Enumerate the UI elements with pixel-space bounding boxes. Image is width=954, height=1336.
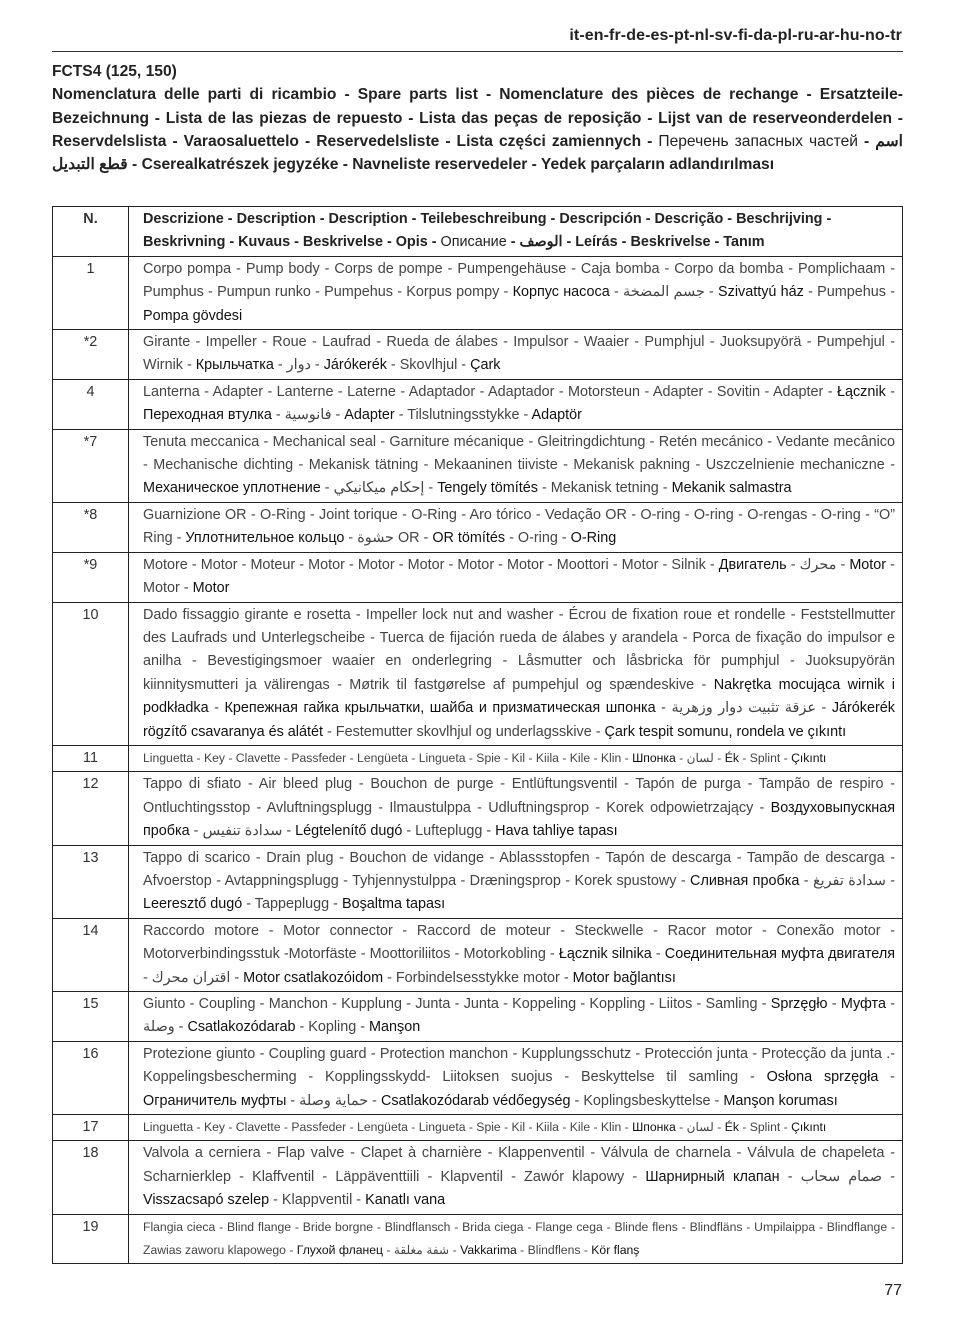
description-segment: Kör flanş — [591, 1243, 640, 1258]
languages-header: it-en-fr-de-es-pt-nl-sv-fi-da-pl-ru-ar-hu-no-tr — [569, 27, 902, 44]
part-description — [129, 772, 903, 845]
description-segment: Lanterna - Adapter - Lanterne - Laterne - Adaptador - Adaptador - Motorsteun - Adapter - Sovitin - Adapter - — [143, 383, 837, 400]
description-segment: - O-ring - — [505, 530, 571, 547]
description-segment: Переходная втулка — [143, 407, 272, 424]
description-segment: Çark tespit somunu, rondela ve çıkıntı — [604, 723, 847, 740]
description-segment: Ék — [724, 750, 739, 765]
description-segment: - محرك - — [786, 556, 850, 573]
description-segment: Çıkıntı — [791, 750, 827, 765]
part-description — [129, 745, 903, 771]
description-segment: Ограничитель муфты — [143, 1092, 287, 1109]
description-segment: - Tappeplugg - — [242, 896, 342, 913]
description-segment: Sprzęgło — [770, 996, 828, 1012]
description-segment: Глухой фланец — [296, 1243, 383, 1258]
table-row — [53, 1141, 903, 1214]
page-number: 77 — [884, 1282, 902, 1299]
description-segment: Girante - Impeller - Roue - Laufrad - Rueda de álabes - Impulsor - Waaier - Pumphjul - Juoksupyörä - Pumpehjul - Wirnik - — [143, 334, 895, 374]
description-segment: - Motor - — [143, 556, 895, 597]
description-segment: - — [827, 996, 841, 1012]
part-number: 16 — [53, 1041, 129, 1114]
description-segment: - لسان - — [675, 750, 725, 765]
description-segment: - حماية وصلة - — [286, 1092, 381, 1109]
part-number: 1 — [53, 256, 129, 329]
description-segment: - Kopling - — [295, 1019, 370, 1036]
model-title: FCTS4 (125, 150) — [52, 63, 177, 80]
description-segment: - سدادة تنفيس - — [189, 823, 296, 840]
part-number: *8 — [53, 502, 129, 552]
part-description — [129, 256, 903, 329]
description-segment: Kanatlı vana — [365, 1192, 446, 1209]
description-segment: Adaptör — [531, 407, 582, 424]
description-segment: Tappo di scarico - Drain plug - Bouchon de vidange - Ablassstopfen - Tapón de descarga - Tampão de descarga - Afvoerstop - Avtappningsplugg - Tyhjennystulppa - Dræningsprop - Korek spustowy - — [143, 849, 895, 889]
description-segment: Csatlakozódarab védőegység — [380, 1092, 571, 1109]
table-row — [53, 772, 903, 845]
table-row — [53, 256, 903, 329]
description-segment: - Blindflens - — [516, 1243, 592, 1258]
table-row — [53, 552, 903, 602]
description-segment: - وصلة - — [143, 996, 895, 1036]
part-description — [129, 1041, 903, 1114]
description-segment: Mekanik salmastra — [671, 480, 792, 497]
description-segment: Raccordo motore - Motor connector - Raccord de moteur - Steckwelle - Racor motor - Conexão motor - Motorverbindingsstuk -Motorfäste - Moottoriliitos - Motorkobling - — [143, 922, 895, 963]
description-segment: - Klappventil - — [269, 1192, 366, 1209]
part-description — [129, 429, 903, 502]
part-number: 18 — [53, 1141, 129, 1214]
table-row — [53, 602, 903, 745]
description-segment: Çıkıntı — [791, 1120, 827, 1135]
description-segment: Шпонка — [632, 750, 676, 765]
description-segment: - — [878, 1069, 895, 1086]
description-segment: - حشوة OR - — [344, 530, 433, 547]
table-row — [53, 379, 903, 429]
description-segment: Hava tahliye tapası — [495, 823, 618, 840]
description-segment: Двигатель — [718, 556, 787, 573]
description-segment: - Tilslutningsstykke - — [394, 407, 532, 424]
description-segment: Шпонка — [632, 1120, 676, 1135]
description-segment: Leeresztő dugó — [143, 896, 243, 913]
description-segment: Крыльчатка — [195, 357, 274, 374]
description-segment: Linguetta - Key - Clavette - Passfeder - Lengüeta - Lingueta - Spie - Kil - Kiila - Kile - Klin - — [143, 750, 633, 765]
description-segment: - Skovlhjul - — [386, 357, 471, 374]
table-row — [53, 992, 903, 1042]
table-row — [53, 1041, 903, 1114]
description-segment: Visszacsapó szelep — [143, 1192, 270, 1209]
part-description — [129, 845, 903, 918]
document-heading — [52, 60, 903, 176]
part-number: 4 — [53, 379, 129, 429]
description-segment: - Mekanisk tetning - — [538, 480, 672, 497]
part-description — [129, 502, 903, 552]
heading-text-1: Nomenclatura delle parti di ricambio - Spare parts list - Nomenclature des pièces de rechange - Ersatzteile-Bezeichnung - Lista de las piezas de repuesto - Lista das peças de reposição - Lijst van de reserveonderdelen - Reservdelslista - Varaosaluettelo - Reservedelsliste - Lista części zamiennych - — [52, 86, 903, 150]
table-row — [53, 429, 903, 502]
description-segment: Pompa gövdesi — [143, 307, 243, 324]
table-row — [53, 502, 903, 552]
description-segment: - — [651, 946, 665, 963]
spare-parts-table — [52, 206, 903, 1264]
table-header-row — [53, 207, 903, 257]
description-segment: Соединительная муфта двигателя — [664, 946, 896, 963]
heading-text-ru: Перечень запасных частей — [658, 132, 858, 150]
description-segment: Légtelenítő dugó — [295, 823, 403, 840]
description-segment: - — [208, 700, 225, 717]
description-segment: - Festemutter skovlhjul og underlagsskive - — [322, 723, 605, 740]
table-row — [53, 918, 903, 991]
part-number: 10 — [53, 602, 129, 745]
description-segment: Osłona sprzęgła — [766, 1069, 879, 1086]
description-segment: Łącznik — [836, 383, 886, 400]
description-segment: OR tömítés — [432, 530, 506, 547]
description-segment: Járókerék rögzítő csavaranya és alátét — [143, 700, 895, 740]
description-segment: - سدادة تفريغ - — [799, 872, 895, 889]
part-number: 14 — [53, 918, 129, 991]
description-segment: - Splint - — [738, 750, 792, 765]
table-row — [53, 1214, 903, 1264]
description-segment: Csatlakozódarab — [187, 1019, 296, 1036]
part-number: *9 — [53, 552, 129, 602]
description-segment: Manşon — [369, 1019, 421, 1036]
description-segment: Шарнирный клапан — [645, 1168, 780, 1185]
description-segment: Motor csatlakozóidom — [243, 969, 384, 986]
description-segment: - Pumpehus - — [803, 284, 895, 301]
table-body — [53, 256, 903, 1264]
description-segment: Motor — [192, 580, 230, 597]
description-segment: - شفة مغلقة - — [382, 1243, 461, 1258]
description-segment: Járókerék — [323, 357, 387, 374]
description-segment: Protezione giunto - Coupling guard - Protection manchon - Kupplungsschutz - Protección junta - Protecção da junta .-Koppelingsbescherming - Kopplingsskydd- Liitoksen suojus - Beskyttelse til samling - — [143, 1045, 895, 1086]
table-row — [53, 1115, 903, 1141]
description-segment: - — [885, 383, 895, 400]
part-description — [129, 379, 903, 429]
description-segment: Tenuta meccanica - Mechanical seal - Garniture mécanique - Gleitringdichtung - Retén mecánico - Vedante mecânico - Mechanische dichting - Mekanisk tätning - Mekaaninen tiiviste - Mekanisk pakning - Uszczelnienie mechaniczne - — [143, 433, 895, 474]
part-description — [129, 602, 903, 745]
description-segment: - Forbindelsesstykke motor - — [383, 969, 573, 986]
column-header-description — [129, 207, 903, 257]
description-segment: Valvola a cerniera - Flap valve - Clapet à charnière - Klappenventil - Válvula de charnela - Válvula de chapeleta - Scharnierklep - Klaffventil - Läppäventtiili - Klapventil - Zawór klapowy - — [143, 1145, 895, 1185]
description-segment: - إحكام ميكانيكي - — [320, 480, 438, 497]
description-segment: Dado fissaggio girante e rosetta - Impeller lock nut and washer - Écrou de fixation roue et rondelle - Feststellmutter des Laufrads und Unterlegscheibe - Tuerca de fijación rueda de álabes y arandela - Porca de fixação do impulsor e anilha - Bevestigingsmoer waaier en onderlegring - Låsmutter och låsbricka för pumphjul - Juoksupyörän kiinnitysmutteri ja välirengas - Møtrik til fastgørelse af pumpehjul og spændeskive - — [143, 606, 895, 693]
heading-text-2: - اسم قطع التبديل - Cserealkatrészek jegyzéke - Navneliste reservedeler - Yedek parçaların adlandırılması — [52, 132, 904, 174]
description-segment: Механическое уплотнение — [143, 480, 321, 497]
description-segment: Уплотнительное кольцо — [185, 530, 345, 547]
part-description — [129, 1214, 903, 1264]
description-segment: - فانوسية - — [271, 407, 345, 424]
part-description — [129, 1141, 903, 1214]
description-segment: - دوار - — [273, 357, 324, 374]
description-segment: - اقتران محرك - — [143, 969, 244, 986]
description-segment: Vakkarima — [460, 1243, 517, 1258]
part-number: *7 — [53, 429, 129, 502]
description-segment: Manşon koruması — [723, 1092, 838, 1109]
description-segment: Крепежная гайка крыльчатки, шайба и призматическая шпонка — [224, 700, 656, 717]
part-description — [129, 552, 903, 602]
description-segment: Муфта — [840, 996, 886, 1012]
part-number: 17 — [53, 1115, 129, 1141]
description-segment: Корпус насоса — [512, 284, 610, 301]
description-segment: - عزقة تثبيت دوار وزهرية - — [655, 700, 832, 717]
desc-header-part-1: Descrizione - Description - Description - Teilebeschreibung - Descripción - Descrição - Beschrijving - Beskrivning - Kuvaus - Beskrivelse - Opis - — [143, 211, 832, 251]
part-description — [129, 918, 903, 991]
description-segment: Çark — [470, 357, 501, 374]
part-number: 19 — [53, 1214, 129, 1264]
description-segment: - صمام سحاب - — [779, 1168, 895, 1185]
description-segment: Motor — [849, 556, 887, 573]
description-segment: Motore - Motor - Moteur - Motor - Motor - Motor - Motor - Motor - Moottori - Motor - Silnik - — [143, 556, 719, 573]
part-number: 11 — [53, 745, 129, 771]
description-segment: Ék — [724, 1120, 739, 1135]
part-number: 13 — [53, 845, 129, 918]
description-segment: Giunto - Coupling - Manchon - Kupplung - Junta - Junta - Koppeling - Koppling - Liitos - Samling - — [143, 996, 771, 1012]
header-rule — [52, 51, 903, 52]
part-number: 15 — [53, 992, 129, 1042]
part-description — [129, 1115, 903, 1141]
description-segment: Łącznik silnika — [558, 946, 652, 963]
desc-header-part-ru: Описание — [440, 234, 507, 251]
description-segment: - جسم المضخة - — [609, 284, 719, 301]
description-segment: Adapter — [344, 407, 395, 424]
description-segment: Flangia cieca - Blind flange - Bride borgne - Blindflansch - Brida ciega - Flange cega - Blinde flens - Blindfläns - Umpilaippa - Blindflange - Zawias zaworu klapowego - — [143, 1219, 895, 1258]
description-segment: Tappo di sfiato - Air bleed plug - Bouchon de purge - Entlüftungsventil - Tapón de purga - Tampão de respiro - Ontluchtingsstop - Avluftningsplugg - Ilmaustulppa - Udluftningsprop - Korek odpowietrzający - — [143, 776, 895, 816]
description-segment: Szivattyú ház — [718, 284, 804, 301]
description-segment: Corpo pompa - Pump body - Corps de pompe - Pumpengehäuse - Caja bomba - Corpo da bomba - Pomplichaam - Pumphus - Pumpun runko - Pumpehus - Korpus pompy - — [143, 260, 895, 301]
description-segment: - لسان - — [675, 1120, 725, 1135]
part-number: *2 — [53, 330, 129, 380]
description-segment: - Lufteplugg - — [402, 823, 496, 840]
description-segment: Tengely tömítés — [437, 480, 538, 497]
description-segment: Linguetta - Key - Clavette - Passfeder - Lengüeta - Lingueta - Spie - Kil - Kiila - Kile - Klin - — [143, 1120, 633, 1135]
table-row — [53, 745, 903, 771]
description-segment: O-Ring — [570, 530, 617, 547]
desc-header-part-2: - الوصف - Leírás - Beskrivelse - Tanım — [506, 234, 765, 251]
part-number: 12 — [53, 772, 129, 845]
description-segment: Boşaltma tapası — [341, 896, 446, 913]
description-segment: - Splint - — [738, 1120, 792, 1135]
part-description — [129, 330, 903, 380]
description-segment: Nakrętka mocująca wirnik i podkładka — [143, 676, 895, 717]
table-row — [53, 330, 903, 380]
description-segment: Воздуховыпускная пробка — [143, 799, 895, 840]
column-header-number: N. — [53, 207, 129, 257]
table-row — [53, 845, 903, 918]
description-segment: Guarnizione OR - O-Ring - Joint torique - O-Ring - Aro tórico - Vedação OR - O-ring - O-ring - O-rengas - O-ring - “O” Ring - — [143, 506, 895, 547]
description-segment: Motor bağlantısı — [572, 969, 676, 986]
part-description — [129, 992, 903, 1042]
description-segment: Сливная пробка — [690, 872, 800, 889]
description-segment: - Koplingsbeskyttelse - — [570, 1092, 724, 1109]
